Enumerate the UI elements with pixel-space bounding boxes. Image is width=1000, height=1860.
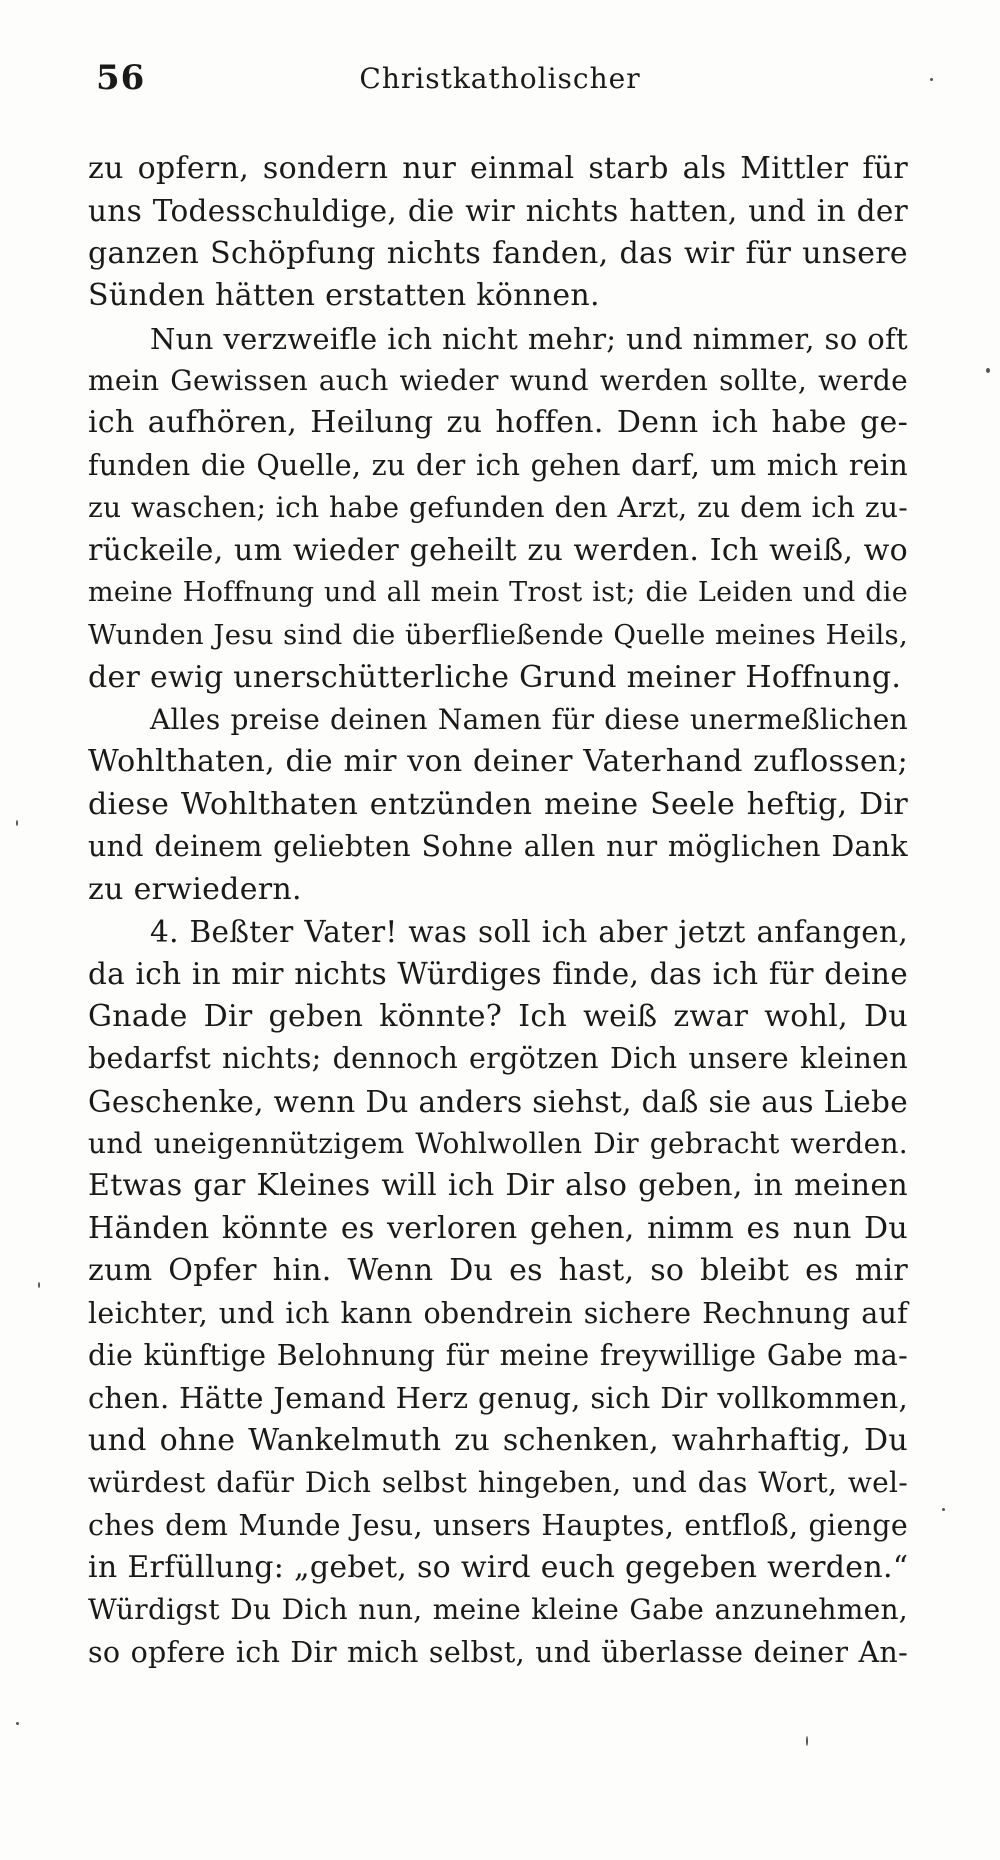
text-line: Händen könnte es verloren gehen, nimm es nun Du bbox=[88, 1210, 908, 1246]
text-line: und ohne Wankelmuth zu schenken, wahrhaftig, Du bbox=[88, 1422, 908, 1458]
paragraph-1 bbox=[88, 148, 908, 318]
page-number: 56 bbox=[96, 58, 146, 98]
text-line: zu waschen; ich habe gefunden den Arzt, zu dem ich zu- bbox=[88, 491, 908, 525]
paper-speck bbox=[38, 1282, 40, 1288]
paper-speck bbox=[930, 78, 933, 81]
text-line: der ewig unerschütterliche Grund meiner Hoffnung. bbox=[88, 659, 902, 695]
text-line: zu opfern, sondern nur einmal starb als Mittler für bbox=[88, 151, 908, 186]
text-line: 4. Beßter Vater! was soll ich aber jetzt anfangen, bbox=[150, 915, 908, 950]
text-line: so opfere ich Dir mich selbst, und überlasse deiner An- bbox=[88, 1635, 908, 1669]
paper-speck bbox=[986, 368, 990, 373]
paragraph-3 bbox=[88, 699, 908, 911]
text-line: und uneigennützigem Wohlwollen Dir gebracht werden. bbox=[88, 1126, 908, 1160]
paragraph-2 bbox=[88, 318, 908, 700]
text-line: zum Opfer hin. Wenn Du es hast, so bleibt es mir bbox=[88, 1253, 908, 1289]
text-line: leichter, und ich kann obendrein sichere Rechnung auf bbox=[88, 1296, 908, 1330]
text-line: meine Hoffnung und all mein Trost ist; die Leiden und die bbox=[88, 576, 908, 608]
text-line: uns Todesschuldige, die wir nichts hatten, und in der bbox=[88, 194, 908, 229]
text-line: Geschenke, wenn Du anders siehst, daß sie aus Liebe bbox=[88, 1084, 908, 1119]
text-line: Sünden hätten erstatten können. bbox=[88, 278, 600, 314]
text-line: ches dem Munde Jesu, unsers Hauptes, entfloß, gienge bbox=[88, 1508, 908, 1542]
paragraph-4 bbox=[88, 911, 908, 1674]
text-line: Gnade Dir geben könnte? Ich weiß zwar wohl, Du bbox=[88, 998, 908, 1034]
text-line: Alles preise deinen Namen für diese unermeßlichen bbox=[150, 703, 908, 737]
text-line: bedarfst nichts; dennoch ergötzen Dich unsere kleinen bbox=[88, 1042, 908, 1076]
text-line: Etwas gar Kleines will ich Dir also geben, in meinen bbox=[88, 1168, 908, 1204]
text-line: ich aufhören, Heilung zu hoffen. Denn ich habe ge- bbox=[88, 405, 908, 441]
text-line: chen. Hätte Jemand Herz genug, sich Dir vollkommen, bbox=[88, 1381, 908, 1416]
body-text bbox=[88, 148, 908, 1674]
text-line: da ich in mir nichts Würdiges finde, das ich für deine bbox=[88, 957, 908, 992]
page-header bbox=[96, 58, 904, 108]
text-line: in Erfüllung: „gebet, so wird euch gegeben werden.“ bbox=[88, 1549, 909, 1585]
paper-speck bbox=[16, 820, 18, 826]
text-line: ganzen Schöpfung nichts fanden, das wir für unsere bbox=[88, 235, 908, 271]
paper-speck bbox=[806, 1736, 808, 1746]
paper-speck bbox=[942, 1508, 945, 1511]
text-line: rückeile, um wieder geheilt zu werden. Ich weiß, wo bbox=[88, 532, 908, 568]
running-head: Christkatholischer bbox=[359, 62, 641, 95]
text-line: Würdigst Du Dich nun, meine kleine Gabe anzunehmen, bbox=[88, 1593, 908, 1627]
text-line: und deinem geliebten Sohne allen nur möglichen Dank bbox=[88, 830, 908, 864]
text-line: funden die Quelle, zu der ich gehen darf, um mich rein bbox=[88, 448, 908, 482]
text-line: würdest dafür Dich selbst hingeben, und das Wort, wel- bbox=[88, 1466, 908, 1500]
text-line: diese Wohlthaten entzünden meine Seele heftig, Dir bbox=[88, 786, 908, 822]
text-line: Wunden Jesu sind die überfließende Quelle meines Heils, bbox=[88, 619, 908, 652]
text-line: mein Gewissen auch wieder wund werden sollte, werde bbox=[88, 363, 908, 397]
text-line: Nun verzweifle ich nicht mehr; und nimmer, so oft bbox=[150, 321, 908, 356]
text-line: die künftige Belohnung für meine freywillige Gabe ma- bbox=[88, 1338, 908, 1372]
text-line: zu erwiedern. bbox=[88, 871, 302, 907]
paper-speck bbox=[16, 1722, 19, 1725]
text-line: Wohlthaten, die mir von deiner Vaterhand zuflossen; bbox=[88, 744, 908, 780]
